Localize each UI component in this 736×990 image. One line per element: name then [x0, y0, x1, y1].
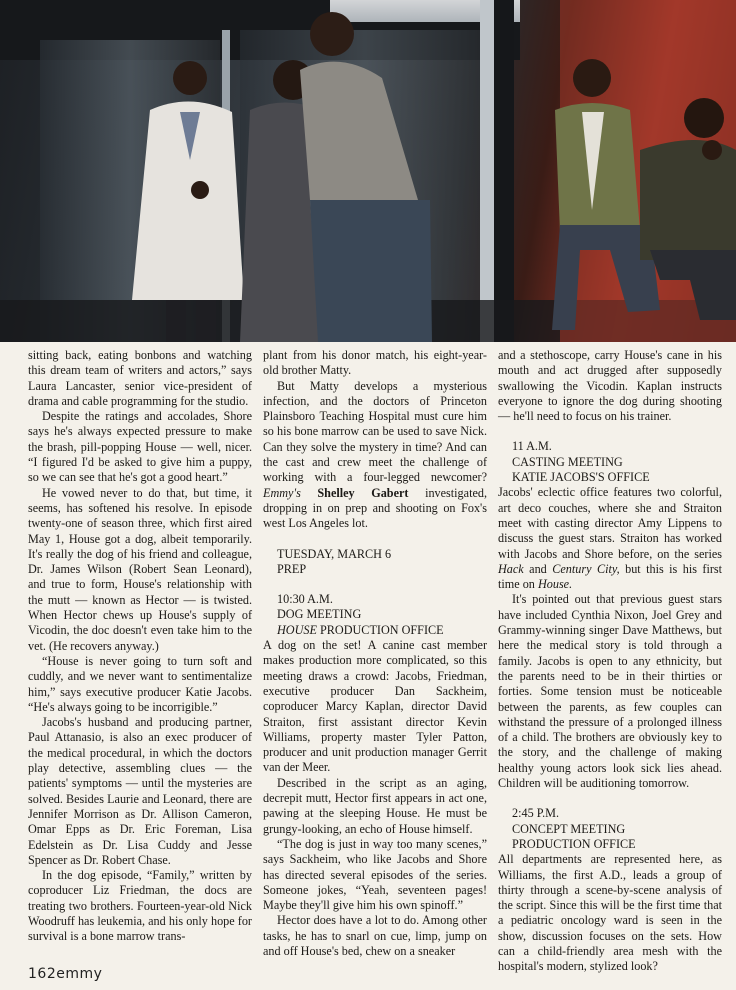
- page-footer: [28, 966, 102, 982]
- section-heading: PREP: [277, 561, 307, 576]
- meeting-heading: CONCEPT MEETING: [512, 821, 626, 836]
- column-1: [28, 348, 252, 958]
- article-photo: [0, 0, 736, 342]
- paragraph: plant from his donor match, his eight-year-old brother Matty.: [263, 348, 487, 378]
- paragraph-text: But Matty develops a mysterious infection, and the doctors of Princeton Plainsboro Teaching Hospital must cure him so his bone marrow can be used to save Nick. Can they solve the mystery in time? And can the cast and crew meet the challenge of working with a four-legged newcomer?: [263, 378, 487, 485]
- paragraph: sitting back, eating bonbons and watching this dream team of writers and actors,” says Laura Lancaster, senior vice-president of drama and cable programming for the studio.: [28, 348, 252, 408]
- meeting-heading: CASTING MEETING: [512, 454, 623, 469]
- paragraph-text: Jacobs' eclectic office features two colorful, art deco couches, where she and Straiton meet with casting director Amy Lippens to discuss the guest stars. Straiton has worked with Jacobs and Shore before, on the series: [498, 485, 722, 561]
- paragraph-text: but this is his first time on: [498, 561, 723, 592]
- paragraph: All departments are represented here, as Williams, the first A.D., leads a group of thirty through a scene-by-scene analysis of the script. Since this will be the first time that a pediatric oncology ward is seen in the show, discussion focuses on the sets. How can a child-friendly area mesh with the hospital's modern, stylized look?: [498, 852, 722, 974]
- paragraph: A dog on the set! A canine cast member makes production more complicated, so this meeting draws a crowd: Jacobs, Friedman, executive producer Dan Sackheim, coproducer Marcy Kaplan, director David Straiton, first assistant director Kevin Williams, property master Tyler Patton, producer and unit production manager Gerrit van der Meer.: [263, 638, 487, 775]
- time-heading: 11 A.M.: [512, 439, 552, 454]
- paragraph: Jacobs's husband and producing partner, Paul Attanasio, is also an exec producer of the medical procedural, in which the doctors play detective, assembling clues — the patients' symptoms — until the mysteries are solved. Besides Laurie and Leonard, there are Jennifer Morrison as Dr. Allison Cameron, Omar Epps as Dr. Eric Foreman, Lisa Edelstein as Dr. Lisa Cuddy and Jesse Spencer as Dr. Robert Chase.: [28, 715, 252, 867]
- paragraph-text: and: [529, 561, 547, 576]
- meeting-heading: DOG MEETING: [277, 607, 362, 622]
- show-title: HOUSE: [277, 622, 317, 637]
- paragraph: [263, 379, 487, 532]
- location-text: PRODUCTION OFFICE: [316, 622, 444, 637]
- paragraph: In the dog episode, “Family,” written by coproducer Liz Friedman, the docs are treating two brothers. Fourteen-year-old Nick Woodruff has leukemia, and his only hope for survival is a bone marrow trans-: [28, 868, 252, 944]
- show-title: Hack: [498, 561, 524, 576]
- magazine-name: Emmy's: [263, 485, 301, 500]
- time-heading: 2:45 P.M.: [512, 806, 560, 821]
- time-heading: 10:30 A.M.: [277, 592, 333, 607]
- column-3: [498, 348, 723, 974]
- location-heading: PRODUCTION OFFICE: [512, 836, 636, 851]
- paragraph: He vowed never to do that, but time, it seems, has softened his resolve. In episode twenty-one of season three, which first aired May 1, House got a dog, albeit temporarily. It's really the dog of his friend and colleague, Dr. James Wilson (Robert Sean Leonard), and true to form, House's relationship with the mutt — known as Hector — is twisted. When Hector chews up House's supply of Vicodin, the doc doesn't even take him to the vet. (He recovers anyway.): [28, 485, 252, 653]
- paragraph: and a stethoscope, carry House's cane in his mouth and act drugged after supposedly swallowing the Vicodin. Kaplan instructs everyone to ignore the dog during shooting — he'll need to focus on his trainer.: [498, 348, 722, 424]
- magazine-logo: emmy: [56, 966, 103, 982]
- paragraph: “House is never going to turn soft and cuddly, and we never want to sentimentalize him,” says executive producer Katie Jacobs. “He's always going to be incorrigible.”: [28, 653, 252, 714]
- location-heading: [263, 623, 487, 638]
- show-title: House.: [537, 577, 573, 592]
- photo-scene: [0, 0, 736, 342]
- paragraph: Described in the script as an aging, decrepit mutt, Hector first appears in act one, pawing at the sleeping House. He must be grungy-looking, an echo of House himself.: [263, 775, 487, 836]
- column-2: [263, 348, 487, 958]
- paragraph: [498, 485, 722, 592]
- paragraph: Despite the ratings and accolades, Shore says he's always expected pressure to make the brash, pill-popping House — well, nicer. “I figured I'd be asked to give him a puppy, so we can see that he's got a good heart.”: [28, 409, 252, 485]
- paragraph: “The dog is just in way too many scenes,” says Sackheim, who like Jacobs and Shore has directed several episodes of the series. Someone jokes, “Yeah, seventeen pages! Maybe they'll give him his own spinoff.”: [263, 836, 487, 913]
- show-title: Century City,: [552, 561, 620, 576]
- page-number: 162: [28, 966, 57, 982]
- date-heading: TUESDAY, MARCH 6: [277, 546, 392, 561]
- paragraph-text: investigated, dropping in on prep and shooting on Fox's west Los Angeles lot.: [263, 485, 487, 531]
- paragraph: Hector does have a lot to do. Among other tasks, he has to snarl on cue, limp, jump on and off House's bed, chew on a sneaker: [263, 913, 487, 958]
- author-name: Shelley Gabert: [317, 485, 409, 500]
- paragraph: It's pointed out that previous guest stars have included Cynthia Nixon, Joel Grey and Grammy-winning singer Dave Matthews, but here the medical story is told through a family. Jacobs is open to any ethnicity, but the parents need to be in their thirties or forties. Some tension must be noticeable between the parents, as few couples can withstand the pressure of a prolonged illness of a child. The brothers are obviously key to the story, and the challenge of making healthy young actors look sick lies ahead. Children will be auditioning tomorrow.: [498, 592, 722, 791]
- location-heading: KATIE JACOBS'S OFFICE: [512, 470, 650, 485]
